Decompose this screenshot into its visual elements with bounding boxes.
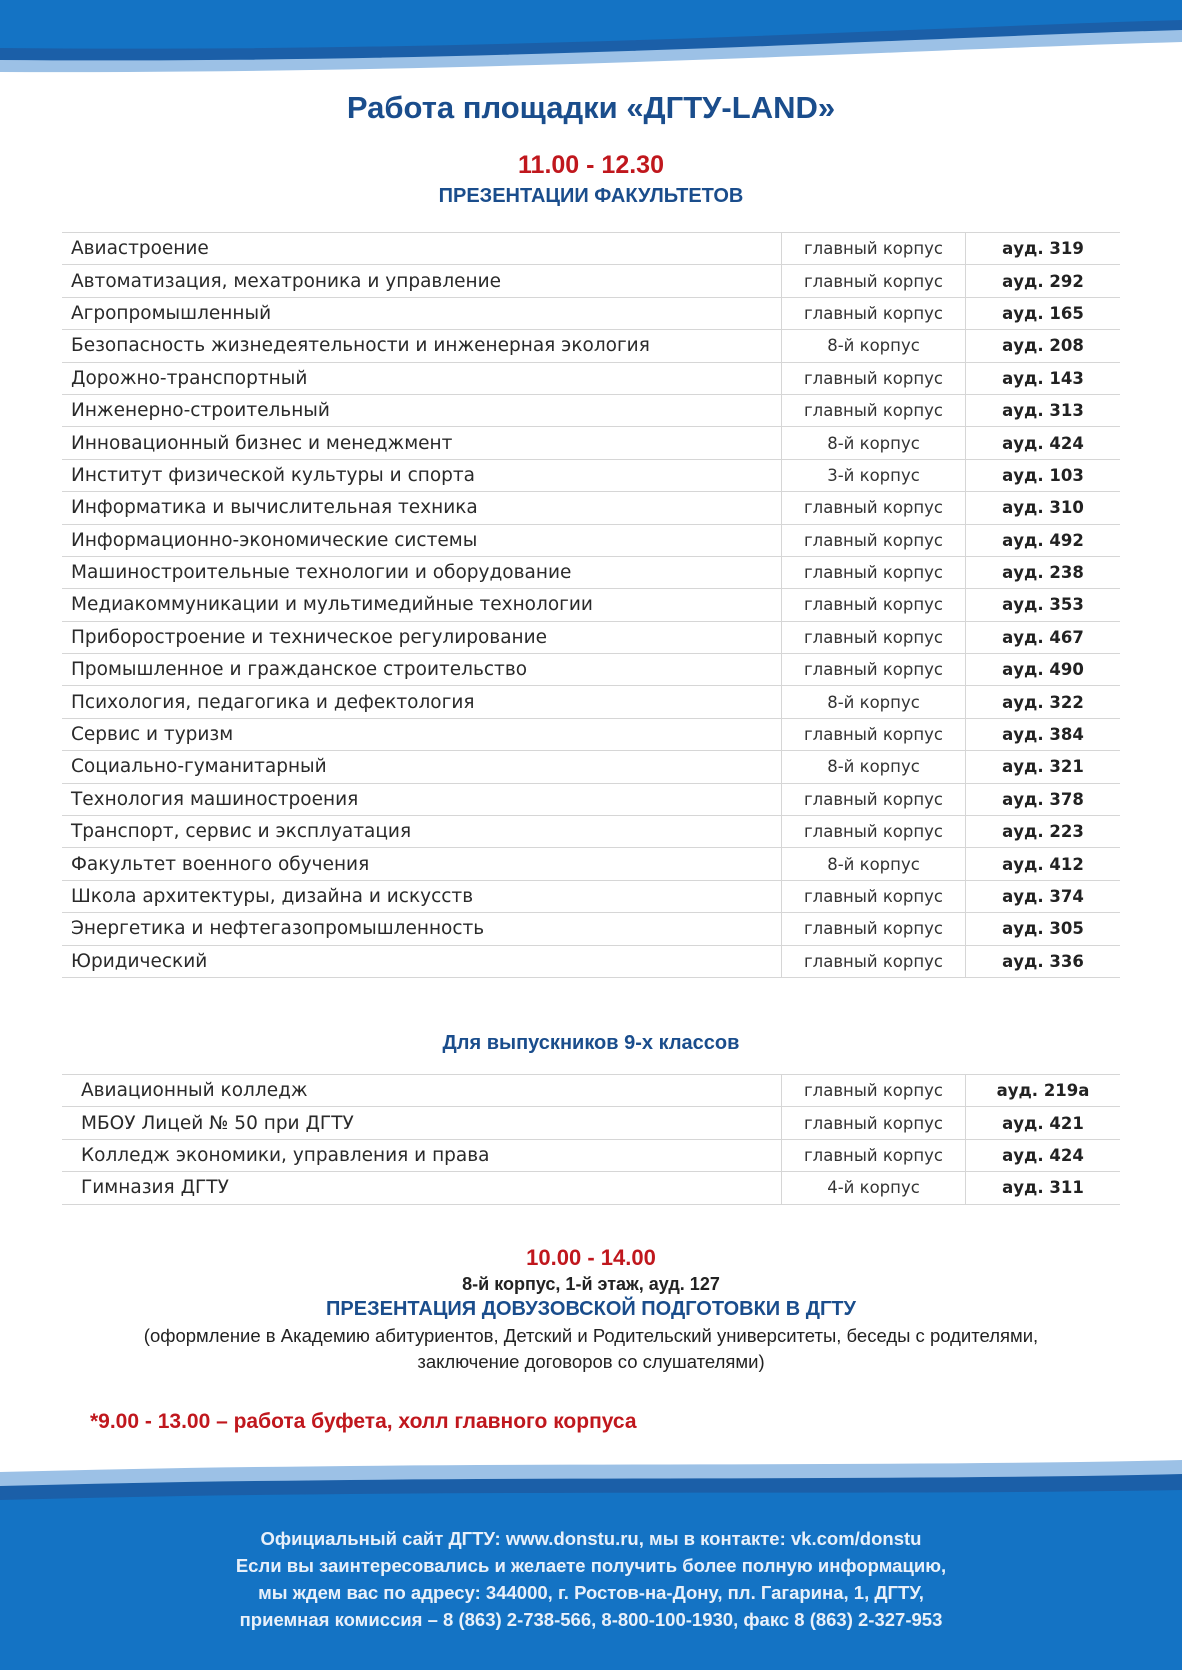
page-title: Работа площадки «ДГТУ-LAND»: [346, 90, 836, 125]
table-row: [62, 394, 1120, 426]
institution-name: Авиационный колледж: [62, 1075, 782, 1107]
faculty-name: Институт физической культуры и спорта: [62, 459, 782, 491]
building: главный корпус: [782, 654, 966, 686]
faculty-name: Транспорт, сервис и эксплуатация: [62, 816, 782, 848]
faculty-name: Социально-гуманитарный: [62, 751, 782, 783]
table-row: [62, 524, 1120, 556]
pre-university-time: 10.00 - 14.00: [526, 1245, 656, 1270]
table-row: [62, 621, 1120, 653]
room: ауд. 467: [966, 621, 1121, 653]
footer-info-line: Если вы заинтересовались и желаете получить более полную информацию,: [235, 1555, 947, 1576]
room: ауд. 412: [966, 848, 1121, 880]
table-row: [62, 686, 1120, 718]
building: 8-й корпус: [782, 330, 966, 362]
building: 4-й корпус: [782, 1172, 966, 1204]
building: главный корпус: [782, 945, 966, 977]
faculty-name: Сервис и туризм: [62, 718, 782, 750]
room: ауд. 424: [966, 1139, 1121, 1171]
ninth-grade-heading: Для выпускников 9-х классов: [442, 1032, 740, 1054]
building: главный корпус: [782, 233, 966, 265]
table-row: [62, 427, 1120, 459]
building: главный корпус: [782, 297, 966, 329]
table-row: [62, 816, 1120, 848]
room: ауд. 378: [966, 783, 1121, 815]
room: ауд. 165: [966, 297, 1121, 329]
note-line: (оформление в Академию абитуриентов, Детский и Родительский университеты, беседы с родителями,: [143, 1325, 1039, 1346]
room: ауд. 292: [966, 265, 1121, 297]
room: ауд. 219а: [966, 1075, 1121, 1107]
room: ауд. 319: [966, 233, 1121, 265]
faculty-name: Агропромышленный: [62, 297, 782, 329]
room: ауд. 384: [966, 718, 1121, 750]
building: главный корпус: [782, 556, 966, 588]
footer-contacts: [0, 1525, 1182, 1633]
table-row: [62, 654, 1120, 686]
faculty-name: Юридический: [62, 945, 782, 977]
building: главный корпус: [782, 1107, 966, 1139]
building: главный корпус: [782, 783, 966, 815]
faculty-name: Факультет военного обучения: [62, 848, 782, 880]
building: главный корпус: [782, 589, 966, 621]
faculty-name: Автоматизация, мехатроника и управление: [62, 265, 782, 297]
table-row: [62, 459, 1120, 491]
faculty-name: Школа архитектуры, дизайна и искусств: [62, 880, 782, 912]
room: ауд. 305: [966, 913, 1121, 945]
note-line: заключение договоров со слушателями): [417, 1351, 765, 1372]
pre-university-note: [0, 1323, 1182, 1375]
table-row: [62, 297, 1120, 329]
footer-address-line: мы ждем вас по адресу: 344000, г. Ростов-на-Дону, пл. Гагарина, 1, ДГТУ,: [258, 1582, 924, 1603]
table-row: [62, 913, 1120, 945]
room: ауд. 310: [966, 492, 1121, 524]
table-row: [62, 265, 1120, 297]
institution-name: Гимназия ДГТУ: [62, 1172, 782, 1204]
faculty-name: Медиакоммуникации и мультимедийные технологии: [62, 589, 782, 621]
table-row: [62, 1075, 1120, 1107]
building: главный корпус: [782, 913, 966, 945]
room: ауд. 321: [966, 751, 1121, 783]
ninth-grade-table: [62, 1074, 1120, 1205]
faculty-name: Технология машиностроения: [62, 783, 782, 815]
building: главный корпус: [782, 1075, 966, 1107]
institution-name: Колледж экономики, управления и права: [62, 1139, 782, 1171]
faculty-name: Приборостроение и техническое регулирование: [62, 621, 782, 653]
room: ауд. 374: [966, 880, 1121, 912]
pre-university-location: 8-й корпус, 1-й этаж, ауд. 127: [462, 1274, 720, 1294]
building: главный корпус: [782, 718, 966, 750]
table-row: [62, 589, 1120, 621]
faculty-name: Инженерно-строительный: [62, 394, 782, 426]
table-row: [62, 718, 1120, 750]
room: ауд. 103: [966, 459, 1121, 491]
room: ауд. 336: [966, 945, 1121, 977]
faculty-name: Промышленное и гражданское строительство: [62, 654, 782, 686]
table-row: [62, 783, 1120, 815]
table-row: [62, 1107, 1120, 1139]
table-row: [62, 330, 1120, 362]
faculty-name: Машиностроительные технологии и оборудование: [62, 556, 782, 588]
table-row: [62, 362, 1120, 394]
faculty-name: Инновационный бизнес и менеджмент: [62, 427, 782, 459]
room: ауд. 490: [966, 654, 1121, 686]
room: ауд. 313: [966, 394, 1121, 426]
building: главный корпус: [782, 524, 966, 556]
building: главный корпус: [782, 816, 966, 848]
building: 8-й корпус: [782, 848, 966, 880]
footer-phone-line: приемная комиссия – 8 (863) 2-738-566, 8-800-100-1930, факс 8 (863) 2-327-953: [239, 1609, 943, 1630]
faculty-name: Информационно-экономические системы: [62, 524, 782, 556]
building: главный корпус: [782, 621, 966, 653]
room: ауд. 353: [966, 589, 1121, 621]
header-wave-band: [0, 0, 1182, 80]
building: 8-й корпус: [782, 427, 966, 459]
room: ауд. 311: [966, 1172, 1121, 1204]
room: ауд. 208: [966, 330, 1121, 362]
table-row: [62, 1139, 1120, 1171]
building: 8-й корпус: [782, 686, 966, 718]
building: главный корпус: [782, 362, 966, 394]
footer-website-line: Официальный сайт ДГТУ: www.donstu.ru, мы в контакте: vk.com/donstu: [260, 1528, 922, 1549]
room: ауд. 322: [966, 686, 1121, 718]
pre-university-heading: ПРЕЗЕНТАЦИЯ ДОВУЗОВСКОЙ ПОДГОТОВКИ В ДГТУ: [326, 1298, 856, 1320]
institution-name: МБОУ Лицей № 50 при ДГТУ: [62, 1107, 782, 1139]
faculty-name: Информатика и вычислительная техника: [62, 492, 782, 524]
building: главный корпус: [782, 394, 966, 426]
room: ауд. 421: [966, 1107, 1121, 1139]
table-row: [62, 751, 1120, 783]
table-row: [62, 492, 1120, 524]
table-row: [62, 848, 1120, 880]
faculty-name: Безопасность жизнедеятельности и инженерная экология: [62, 330, 782, 362]
building: главный корпус: [782, 265, 966, 297]
table-row: [62, 880, 1120, 912]
room: ауд. 143: [966, 362, 1121, 394]
building: 3-й корпус: [782, 459, 966, 491]
faculty-name: Психология, педагогика и дефектология: [62, 686, 782, 718]
faculty-name: Энергетика и нефтегазопромышленность: [62, 913, 782, 945]
faculty-name: Авиастроение: [62, 233, 782, 265]
table-row: [62, 1172, 1120, 1204]
faculty-table: [62, 232, 1120, 978]
building: 8-й корпус: [782, 751, 966, 783]
faculty-name: Дорожно-транспортный: [62, 362, 782, 394]
room: ауд. 492: [966, 524, 1121, 556]
room: ауд. 223: [966, 816, 1121, 848]
table-row: [62, 556, 1120, 588]
faculty-presentations-heading: ПРЕЗЕНТАЦИИ ФАКУЛЬТЕТОВ: [438, 185, 744, 207]
table-row: [62, 233, 1120, 265]
faculty-presentations-time: 11.00 - 12.30: [518, 151, 664, 179]
table-row: [62, 945, 1120, 977]
room: ауд. 424: [966, 427, 1121, 459]
buffet-note: *9.00 - 13.00 – работа буфета, холл главного корпуса: [90, 1410, 637, 1433]
room: ауд. 238: [966, 556, 1121, 588]
building: главный корпус: [782, 880, 966, 912]
building: главный корпус: [782, 492, 966, 524]
building: главный корпус: [782, 1139, 966, 1171]
